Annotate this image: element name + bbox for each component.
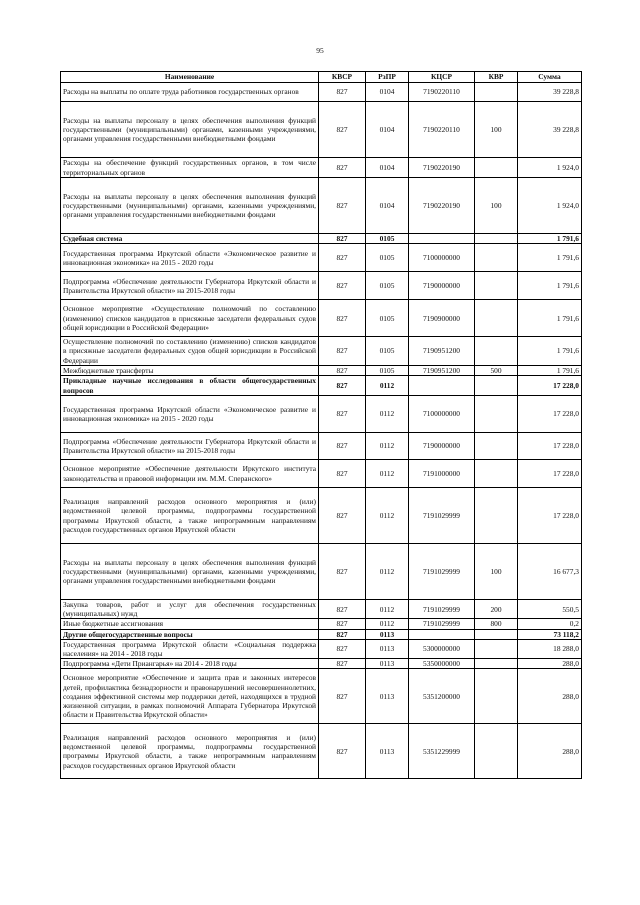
cell-rzpr: 0113 xyxy=(366,629,409,639)
cell-rzpr: 0105 xyxy=(366,365,409,375)
cell-kvsr: 827 xyxy=(319,158,366,178)
cell-sum: 550,5 xyxy=(518,600,582,619)
cell-kvr xyxy=(475,433,518,460)
table-row xyxy=(61,365,582,375)
cell-kvsr: 827 xyxy=(319,544,366,600)
header-rzpr: РзПР xyxy=(366,72,409,83)
cell-kcsr: 7190220190 xyxy=(409,158,475,178)
cell-name: Расходы на выплаты персоналу в целях обеспечения выполнения функций государственными (муниципальными) органами, казенными учреждениями, органами управления государственными внебюджетными фондами xyxy=(61,102,319,158)
cell-sum: 73 118,2 xyxy=(518,629,582,639)
cell-kvr xyxy=(475,629,518,639)
cell-kvr: 200 xyxy=(475,600,518,619)
cell-rzpr: 0105 xyxy=(366,300,409,337)
cell-kvsr: 827 xyxy=(319,178,366,234)
table-row xyxy=(61,488,582,544)
cell-kvr xyxy=(475,669,518,724)
cell-kvr: 100 xyxy=(475,178,518,234)
table-row xyxy=(61,669,582,724)
cell-kvsr: 827 xyxy=(319,460,366,488)
cell-kcsr: 7190900000 xyxy=(409,300,475,337)
cell-rzpr: 0113 xyxy=(366,724,409,779)
budget-table xyxy=(60,71,582,779)
cell-rzpr: 0112 xyxy=(366,396,409,433)
cell-rzpr: 0113 xyxy=(366,659,409,669)
cell-name: Реализация направлений расходов основного мероприятия и (или) ведомственной целевой программы, подпрограммы государственной программы Иркутской области, а также непрограммным направлениям расходов государственных органов Иркутской области xyxy=(61,488,319,544)
cell-rzpr: 0104 xyxy=(366,83,409,102)
cell-sum: 17 228,0 xyxy=(518,396,582,433)
table-row xyxy=(61,158,582,178)
cell-name: Подпрограмма «Дети Приангарья» на 2014 - 2018 годы xyxy=(61,659,319,669)
table-row xyxy=(61,376,582,396)
cell-kvsr: 827 xyxy=(319,619,366,629)
cell-kcsr xyxy=(409,629,475,639)
cell-kvr xyxy=(475,158,518,178)
header-kcsr: КЦСР xyxy=(409,72,475,83)
cell-kvsr: 827 xyxy=(319,376,366,396)
cell-sum: 1 791,6 xyxy=(518,234,582,244)
cell-name: Иные бюджетные ассигнования xyxy=(61,619,319,629)
table-row xyxy=(61,83,582,102)
header-kvsr: КВСР xyxy=(319,72,366,83)
cell-kcsr: 7100000000 xyxy=(409,244,475,272)
cell-kvsr: 827 xyxy=(319,300,366,337)
cell-name: Расходы на выплаты персоналу в целях обеспечения выполнения функций государственными (муниципальными) органами, казенными учреждениями, органами управления государственными внебюджетными фондами xyxy=(61,544,319,600)
cell-kvr xyxy=(475,639,518,658)
cell-kvsr: 827 xyxy=(319,433,366,460)
cell-kvsr: 827 xyxy=(319,629,366,639)
cell-rzpr: 0105 xyxy=(366,234,409,244)
cell-kvsr: 827 xyxy=(319,669,366,724)
cell-kvr xyxy=(475,300,518,337)
table-row xyxy=(61,396,582,433)
cell-rzpr: 0113 xyxy=(366,639,409,658)
cell-kvr xyxy=(475,460,518,488)
cell-kvsr: 827 xyxy=(319,337,366,366)
cell-kvr xyxy=(475,244,518,272)
cell-kvr: 800 xyxy=(475,619,518,629)
table-body xyxy=(61,83,582,779)
table-row xyxy=(61,102,582,158)
cell-name: Основное мероприятие «Обеспечение деятельности Иркутского института законодательства и правовой информации им. М.М. Сперанского» xyxy=(61,460,319,488)
cell-name: Расходы на обеспечение функций государственных органов, в том числе территориальных органов xyxy=(61,158,319,178)
cell-rzpr: 0112 xyxy=(366,488,409,544)
cell-name: Основное мероприятие «Обеспечение и защита прав и законных интересов детей, профилактика безнадзорности и правонарушений несовершеннолетних, создания эффективной системы мер поддержки детей, находящихся в трудной жизненной ситуации, в рамках полномочий Аппарата Губернатора Иркутской области и Правительства Иркутской области» xyxy=(61,669,319,724)
cell-kcsr: 7190220190 xyxy=(409,178,475,234)
cell-kcsr: 7191029999 xyxy=(409,544,475,600)
cell-sum: 39 228,8 xyxy=(518,83,582,102)
cell-kcsr: 7190220110 xyxy=(409,102,475,158)
cell-kvsr: 827 xyxy=(319,396,366,433)
cell-kcsr: 7190951200 xyxy=(409,337,475,366)
table-row xyxy=(61,724,582,779)
cell-rzpr: 0113 xyxy=(366,669,409,724)
cell-kcsr: 5350000000 xyxy=(409,659,475,669)
cell-kcsr: 7191029999 xyxy=(409,619,475,629)
table-row xyxy=(61,639,582,658)
cell-sum: 288,0 xyxy=(518,659,582,669)
cell-kcsr xyxy=(409,376,475,396)
cell-kvr: 100 xyxy=(475,102,518,158)
cell-kcsr: 7191029999 xyxy=(409,488,475,544)
cell-name: Подпрограмма «Обеспечение деятельности Губернатора Иркутской области и Правительства Иркутской области» на 2015-2018 годы xyxy=(61,433,319,460)
cell-sum: 288,0 xyxy=(518,669,582,724)
cell-name: Расходы на выплаты персоналу в целях обеспечения выполнения функций государственными (муниципальными) органами, казенными учреждениями, органами управления государственными внебюджетными фондами xyxy=(61,178,319,234)
cell-name: Расходы на выплаты по оплате труда работников государственных органов xyxy=(61,83,319,102)
cell-name: Другие общегосударственные вопросы xyxy=(61,629,319,639)
cell-name: Прикладные научные исследования в области общегосударственных вопросов xyxy=(61,376,319,396)
cell-kcsr: 5351200000 xyxy=(409,669,475,724)
cell-kvsr: 827 xyxy=(319,102,366,158)
table-row xyxy=(61,433,582,460)
cell-name: Закупка товаров, работ и услуг для обеспечения государственных (муниципальных) нужд xyxy=(61,600,319,619)
cell-kvsr: 827 xyxy=(319,365,366,375)
cell-sum: 39 228,8 xyxy=(518,102,582,158)
cell-kcsr: 7191000000 xyxy=(409,460,475,488)
table-row xyxy=(61,272,582,300)
cell-sum: 1 791,6 xyxy=(518,337,582,366)
cell-name: Осуществление полномочий по составлению (изменению) списков кандидатов в присяжные заседатели федеральных судов общей юрисдикции в Российской Федерации xyxy=(61,337,319,366)
header-kvr: КВР xyxy=(475,72,518,83)
table-header-row xyxy=(61,72,582,83)
cell-kvsr: 827 xyxy=(319,83,366,102)
cell-kvr xyxy=(475,659,518,669)
cell-kvsr: 827 xyxy=(319,600,366,619)
cell-sum: 16 677,3 xyxy=(518,544,582,600)
cell-rzpr: 0112 xyxy=(366,544,409,600)
cell-kvsr: 827 xyxy=(319,724,366,779)
cell-rzpr: 0112 xyxy=(366,376,409,396)
cell-kcsr: 5300000000 xyxy=(409,639,475,658)
cell-kvsr: 827 xyxy=(319,659,366,669)
cell-kvr xyxy=(475,83,518,102)
table-row xyxy=(61,178,582,234)
cell-rzpr: 0112 xyxy=(366,619,409,629)
table-row xyxy=(61,544,582,600)
cell-name: Государственная программа Иркутской области «Экономическое развитие и инновационная экономика» на 2015 - 2020 годы xyxy=(61,396,319,433)
table-row xyxy=(61,244,582,272)
cell-kvr: 100 xyxy=(475,544,518,600)
cell-kcsr: 7100000000 xyxy=(409,396,475,433)
cell-sum: 1 791,6 xyxy=(518,300,582,337)
cell-kcsr: 7191029999 xyxy=(409,600,475,619)
cell-kvsr: 827 xyxy=(319,272,366,300)
cell-kvr xyxy=(475,724,518,779)
cell-rzpr: 0104 xyxy=(366,178,409,234)
cell-rzpr: 0105 xyxy=(366,337,409,366)
cell-name: Основное мероприятие «Осуществление полномочий по составлению (изменению) списков кандидатов в присяжные заседатели федеральных судов общей юрисдикции в Российской Федерации» xyxy=(61,300,319,337)
table-row xyxy=(61,629,582,639)
cell-kcsr: 7190000000 xyxy=(409,272,475,300)
cell-kvsr: 827 xyxy=(319,488,366,544)
table-row xyxy=(61,300,582,337)
page-number: 95 xyxy=(316,46,324,55)
cell-rzpr: 0105 xyxy=(366,244,409,272)
cell-sum: 1 791,6 xyxy=(518,365,582,375)
cell-kvsr: 827 xyxy=(319,639,366,658)
cell-name: Судебная система xyxy=(61,234,319,244)
cell-kvr xyxy=(475,234,518,244)
cell-rzpr: 0105 xyxy=(366,272,409,300)
cell-sum: 17 228,0 xyxy=(518,488,582,544)
cell-kcsr: 7190951200 xyxy=(409,365,475,375)
cell-sum: 17 228,0 xyxy=(518,376,582,396)
table-row xyxy=(61,337,582,366)
header-name: Наименование xyxy=(61,72,319,83)
cell-kcsr xyxy=(409,234,475,244)
cell-name: Государственная программа Иркутской области «Экономическое развитие и инновационная экономика» на 2015 - 2020 годы xyxy=(61,244,319,272)
cell-kvsr: 827 xyxy=(319,244,366,272)
cell-rzpr: 0104 xyxy=(366,158,409,178)
cell-name: Подпрограмма «Обеспечение деятельности Губернатора Иркутской области и Правительства Иркутской области» на 2015-2018 годы xyxy=(61,272,319,300)
cell-kvr xyxy=(475,488,518,544)
cell-kcsr: 7190220110 xyxy=(409,83,475,102)
header-sum: Сумма xyxy=(518,72,582,83)
cell-kvr: 500 xyxy=(475,365,518,375)
cell-rzpr: 0112 xyxy=(366,433,409,460)
cell-kvr xyxy=(475,272,518,300)
cell-sum: 1 791,6 xyxy=(518,244,582,272)
table-row xyxy=(61,460,582,488)
table-row xyxy=(61,619,582,629)
cell-sum: 1 924,0 xyxy=(518,178,582,234)
cell-name: Государственная программа Иркутской области «Социальная поддержка населения» на 2014 - 2018 годы xyxy=(61,639,319,658)
cell-name: Межбюджетные трансферты xyxy=(61,365,319,375)
table-row xyxy=(61,600,582,619)
cell-kcsr: 5351229999 xyxy=(409,724,475,779)
cell-sum: 1 924,0 xyxy=(518,158,582,178)
cell-sum: 288,0 xyxy=(518,724,582,779)
table-row xyxy=(61,234,582,244)
cell-kvr xyxy=(475,337,518,366)
table-row xyxy=(61,659,582,669)
cell-sum: 1 791,6 xyxy=(518,272,582,300)
cell-name: Реализация направлений расходов основного мероприятия и (или) ведомственной целевой программы, подпрограммы государственной программы Иркутской области, а также непрограммным направлениям расходов государственных органов Иркутской области xyxy=(61,724,319,779)
cell-kcsr: 7190000000 xyxy=(409,433,475,460)
cell-sum: 0,2 xyxy=(518,619,582,629)
cell-kvr xyxy=(475,396,518,433)
cell-sum: 18 288,0 xyxy=(518,639,582,658)
cell-kvr xyxy=(475,376,518,396)
cell-rzpr: 0112 xyxy=(366,600,409,619)
cell-sum: 17 228,0 xyxy=(518,433,582,460)
cell-kvsr: 827 xyxy=(319,234,366,244)
cell-rzpr: 0112 xyxy=(366,460,409,488)
cell-sum: 17 228,0 xyxy=(518,460,582,488)
cell-rzpr: 0104 xyxy=(366,102,409,158)
